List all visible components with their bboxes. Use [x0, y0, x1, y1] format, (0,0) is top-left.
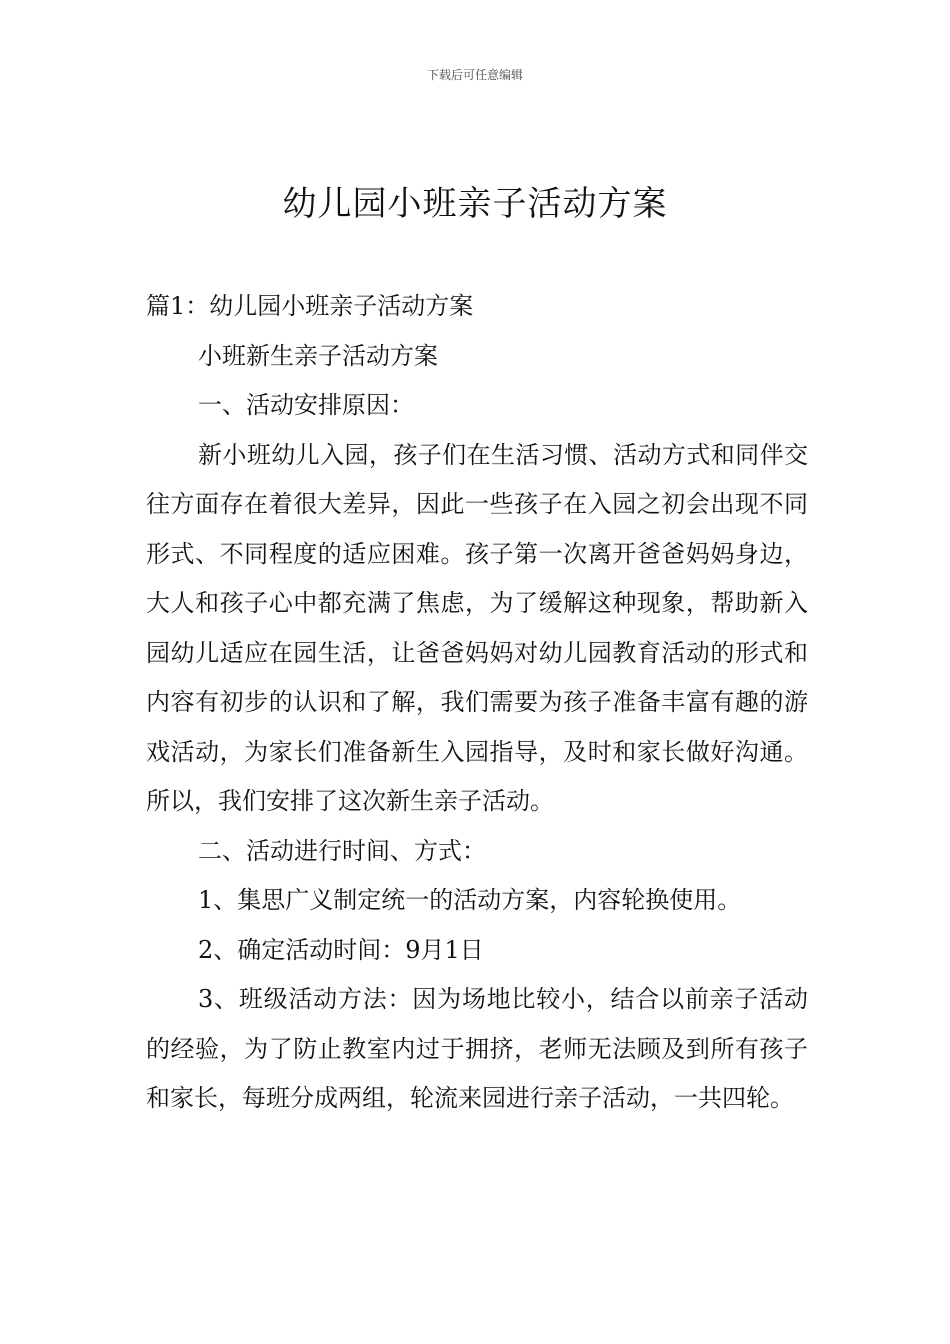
subtitle: 小班新生亲子活动方案 [198, 341, 438, 370]
header-note: 下载后可任意编辑 [426, 68, 523, 82]
list-item-1: 1、集思广义制定统一的活动方案，内容轮换使用。 [198, 886, 742, 914]
document-title: 幼儿园小班亲子活动方案 [282, 184, 668, 224]
heading-reason: 一、活动安排原因： [198, 391, 414, 419]
document-body [146, 282, 808, 1124]
section-heading: 篇1：幼儿园小班亲子活动方案 [146, 292, 474, 320]
list-item-2: 2、确定活动时间：9月1日 [198, 935, 484, 964]
heading-time-method: 二、活动进行时间、方式： [198, 836, 486, 865]
list-item-3: 3、班级活动方法：因为场地比较小，结合以前亲子活动的经验，为了防止教室内过于拥挤，老师无法顾及到所有孩子和家长，每班分成两组，轮流来园进行亲子活动，一共四轮。 [146, 985, 808, 1112]
paragraph-reason: 新小班幼儿入园，孩子们在生活习惯、活动方式和同伴交往方面存在着很大差异，因此一些孩子在入园之初会出现不同形式、不同程度的适应困难。孩子第一次离开爸爸妈妈身边，大人和孩子心中都充满了焦虑，为了缓解这种现象，帮助新入园幼儿适应在园生活，让爸爸妈妈对幼儿园教育活动的形式和内容有初步的认识和了解，我们需要为孩子准备丰富有趣的游戏活动，为家长们准备新生入园指导，及时和家长做好沟通。所以，我们安排了这次新生亲子活动。 [146, 440, 808, 815]
